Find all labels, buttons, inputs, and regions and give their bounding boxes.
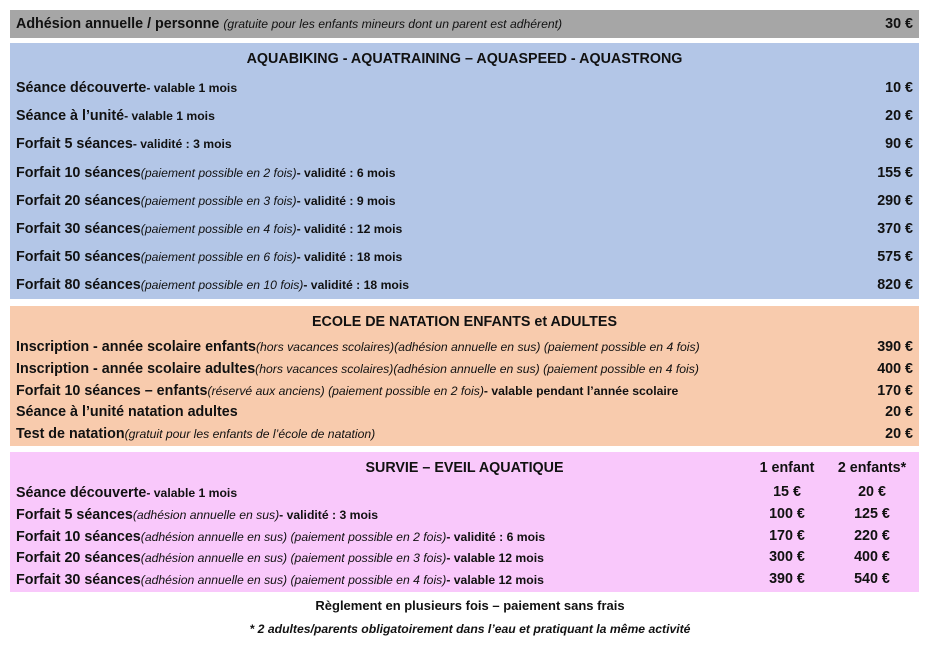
row-note: (paiement possible en 2 fois)	[140, 165, 297, 180]
price-2-enfants: 220 €	[854, 527, 890, 544]
row-note: (réservé aux anciens) (paiement possible en 2 fois)	[207, 383, 484, 398]
row-price: 170 €	[877, 382, 913, 399]
aqua-row	[16, 78, 913, 98]
row-price: 20 €	[885, 108, 913, 125]
row-note: (paiement possible en 3 fois)	[140, 193, 297, 208]
row-price: 390 €	[877, 339, 913, 355]
aqua-row	[16, 191, 913, 211]
price-2-enfants: 125 €	[854, 505, 890, 522]
row-validity: - valable 1 mois	[146, 486, 238, 500]
aqua-row	[16, 134, 913, 154]
row-note: (adhésion annuelle en sus) (paiement possible en 2 fois)	[140, 529, 447, 544]
ecole-row	[16, 359, 913, 379]
row-note: (hors vacances scolaires)(adhésion annuelle en sus) (paiement possible en 4 fois)	[255, 361, 699, 376]
row-label: Inscription - année scolaire enfants	[16, 339, 256, 355]
price-1-enfant: 15 €	[773, 484, 801, 500]
row-price: 370 €	[877, 221, 913, 237]
survie-col-2-enfants: 2 enfants*	[837, 460, 907, 476]
row-validity: - validité : 12 mois	[296, 222, 403, 236]
row-label: Forfait 50 séances	[16, 249, 141, 266]
row-label: Forfait 80 séances	[16, 277, 141, 294]
aqua-row	[16, 163, 913, 183]
row-note: (hors vacances scolaires)(adhésion annuelle en sus) (paiement possible en 4 fois)	[255, 340, 700, 354]
ecole-row	[16, 337, 913, 357]
row-label: Forfait 20 séances	[16, 550, 141, 567]
aqua-block	[10, 43, 919, 299]
price-2-enfants: 20 €	[858, 484, 886, 500]
row-price: 400 €	[877, 360, 913, 377]
row-note: (paiement possible en 10 fois)	[140, 278, 304, 293]
row-validity: - validité : 18 mois	[296, 250, 403, 265]
adhesion-note: (gratuite pour les enfants mineurs dont un parent est adhérent)	[223, 17, 563, 31]
price-1-enfant: 100 €	[769, 505, 805, 522]
row-price: 10 €	[885, 80, 913, 96]
row-label: Forfait 10 séances	[16, 528, 141, 545]
row-label: Forfait 10 séances – enfants	[16, 382, 208, 399]
footer-asterisk-note: * 2 adultes/parents obligatoirement dans l’eau et pratiquant la même activité	[249, 622, 691, 636]
row-price: 575 €	[877, 249, 913, 266]
row-label: Inscription - année scolaire adultes	[16, 360, 256, 377]
adhesion-price: 30 €	[885, 16, 913, 32]
row-price: 20 €	[885, 404, 913, 421]
price-2-enfants: 400 €	[854, 549, 890, 566]
row-note: (adhésion annuelle en sus) (paiement possible en 4 fois)	[140, 573, 447, 588]
adhesion-block	[10, 10, 919, 38]
adhesion-label: Adhésion annuelle / personne	[16, 16, 220, 32]
footer-payment-note: Règlement en plusieurs fois – paiement sans frais	[315, 598, 625, 613]
row-label: Forfait 5 séances	[16, 136, 133, 153]
row-note: (adhésion annuelle en sus) (paiement possible en 3 fois)	[140, 551, 447, 566]
row-price: 20 €	[885, 426, 913, 443]
price-2-enfants: 540 €	[854, 571, 890, 588]
row-validity: - validité : 6 mois	[446, 529, 546, 544]
price-1-enfant: 300 €	[769, 549, 805, 566]
row-validity: - validité : 9 mois	[296, 193, 396, 208]
price-1-enfant: 390 €	[769, 571, 805, 588]
row-label: Séance à l’unité natation adultes	[16, 404, 238, 421]
aqua-row	[16, 219, 913, 239]
row-note: (adhésion annuelle en sus)	[132, 507, 280, 522]
row-validity: - validité : 3 mois	[279, 507, 379, 522]
row-validity: - validité : 3 mois	[132, 137, 232, 152]
survie-block	[10, 452, 919, 592]
row-note: (paiement possible en 4 fois)	[140, 222, 297, 236]
ecole-title: ECOLE DE NATATION ENFANTS et ADULTES	[311, 314, 617, 330]
row-label: Séance à l’unité	[16, 108, 125, 125]
row-note: (gratuit pour les enfants de l’école de natation)	[124, 427, 376, 442]
row-note: (paiement possible en 6 fois)	[140, 250, 297, 265]
row-label: Forfait 30 séances	[16, 221, 141, 237]
row-validity: - validité : 6 mois	[296, 165, 396, 180]
row-price: 155 €	[877, 164, 913, 181]
row-validity: - valable 1 mois	[146, 81, 238, 95]
row-validity: - valable 12 mois	[446, 551, 544, 566]
ecole-row	[16, 424, 913, 444]
row-price: 820 €	[877, 277, 913, 294]
price-1-enfant: 170 €	[769, 527, 805, 544]
aqua-title: AQUABIKING - AQUATRAINING – AQUASPEED - AQUASTRONG	[246, 51, 683, 67]
row-label: Forfait 20 séances	[16, 192, 141, 209]
survie-col-1-enfant: 1 enfant	[759, 460, 815, 476]
adhesion-row	[16, 10, 913, 38]
row-label: Séance découverte	[16, 80, 147, 96]
survie-title: SURVIE – EVEIL AQUATIQUE	[365, 460, 564, 476]
row-label: Forfait 30 séances	[16, 572, 141, 589]
ecole-row	[16, 402, 913, 422]
row-validity: - valable pendant l’année scolaire	[483, 383, 679, 398]
row-price: 90 €	[885, 136, 913, 153]
row-validity: - valable 1 mois	[124, 109, 215, 124]
row-label: Forfait 10 séances	[16, 164, 141, 181]
row-label: Forfait 5 séances	[16, 506, 133, 523]
ecole-block	[10, 306, 919, 446]
ecole-row	[16, 381, 913, 401]
aqua-row	[16, 106, 913, 126]
aqua-row	[16, 247, 913, 267]
row-price: 290 €	[877, 192, 913, 209]
row-label: Séance découverte	[16, 485, 147, 501]
row-validity: - valable 12 mois	[446, 573, 544, 588]
aqua-row	[16, 275, 913, 295]
row-validity: - validité : 18 mois	[303, 278, 410, 293]
row-label: Test de natation	[16, 426, 125, 443]
